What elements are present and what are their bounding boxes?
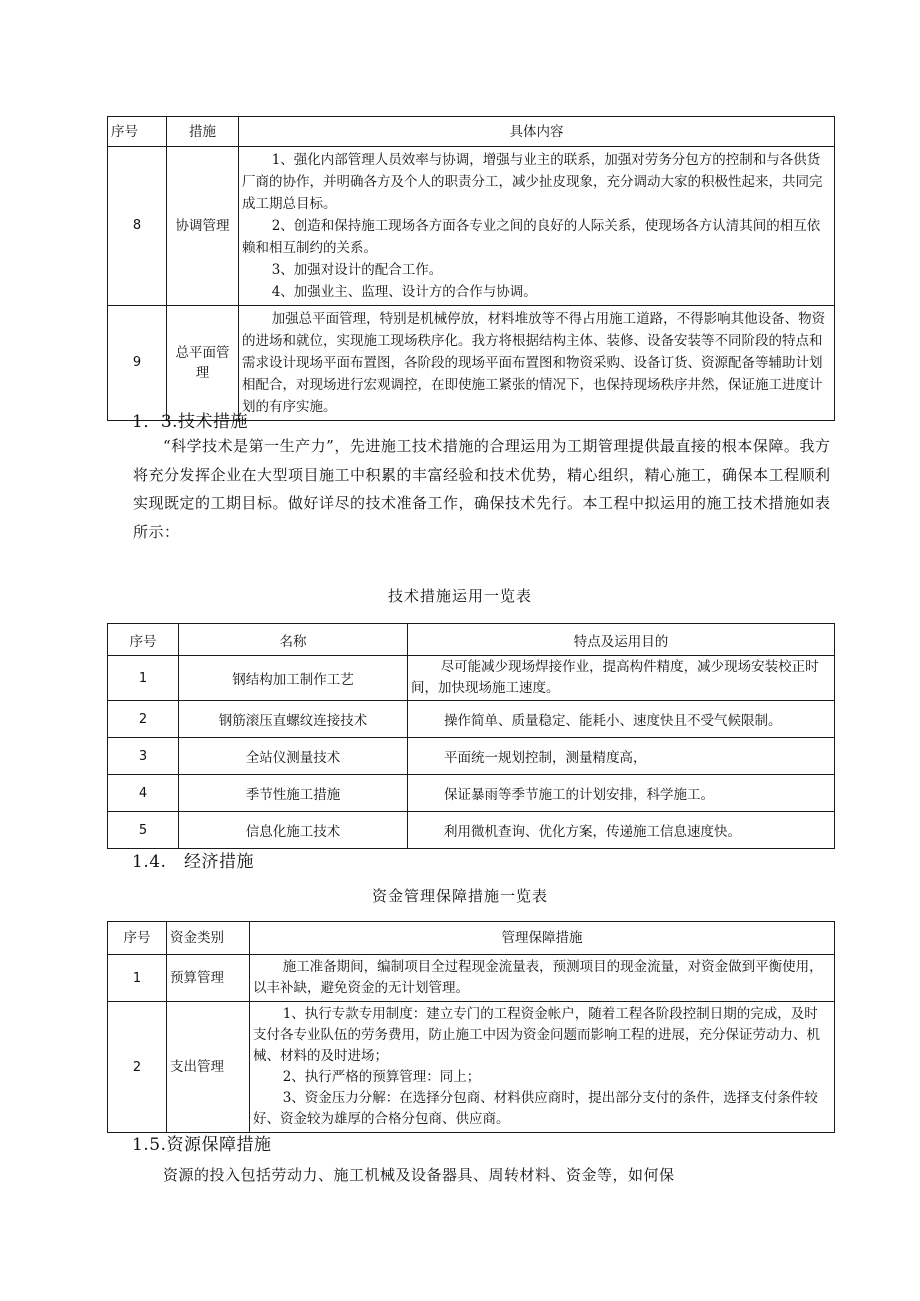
row-content [239, 306, 835, 421]
row-measure: 协调管理 [167, 147, 239, 306]
header-seq: 序号 [108, 922, 167, 955]
row-content [239, 147, 835, 306]
row-seq: 9 [108, 306, 167, 421]
table-row [108, 306, 835, 421]
row-category: 支出管理 [167, 1002, 250, 1133]
table-row [108, 147, 835, 306]
fund-management-table [107, 921, 835, 1133]
content-paragraph: 加强总平面管理，特别是机械停放，材料堆放等不得占用施工道路，不得影响其他设备、物资的进场和就位，实现施工现场秩序化。我方将根据结构主体、装修、设备安装等不同阶段的特点和需求设计现场平面布置图，各阶段的现场平面布置图和物资采购、设备订货、资源配备等辅助计划相配合，对现场进行宏观调控，在即使施工紧张的情况下，也保持现场秩序井然，保证施工进度计划的有序实施。 [242, 311, 826, 415]
section-heading-tech: 1．3.技术措施 [132, 412, 249, 432]
header-measure: 措施 [167, 117, 239, 147]
row-category: 预算管理 [167, 955, 250, 1002]
table-row [108, 955, 835, 1002]
row-purpose: 保证暴雨等季节施工的计划安排，科学施工。 [408, 775, 835, 812]
row-measures [250, 1002, 835, 1133]
content-paragraph: 施工准备期间，编制项目全过程现金流量表，预测项目的现金流量，对资金做到平衡使用，以丰补缺，避免资金的无计划管理。 [253, 959, 823, 996]
header-seq: 序号 [108, 624, 179, 656]
header-name: 名称 [179, 624, 408, 656]
row-name: 全站仪测量技术 [179, 738, 408, 775]
content-paragraph: 1、执行专款专用制度：建立专门的工程资金帐户，随着工程各阶段控制日期的完成，及时支付各专业队伍的劳务费用，防止施工中因为资金问题而影响工程的进展，充分保证劳动力、机械、材料的及时进场； [253, 1006, 820, 1064]
row-seq: 5 [108, 812, 179, 849]
content-paragraph: 3、资金压力分解：在选择分包商、材料供应商时，提出部分支付的条件，选择支付条件较好、资金较为雄厚的合格分包商、供应商。 [253, 1090, 818, 1127]
row-seq: 1 [108, 955, 167, 1002]
row-measures [250, 955, 835, 1002]
table-header-row [108, 922, 835, 955]
content-paragraph: 2、执行严格的预算管理：同上； [282, 1069, 481, 1085]
row-purpose: 平面统一规划控制，测量精度高， [408, 738, 835, 775]
content-paragraph: 3、加强对设计的配合工作。 [271, 262, 443, 278]
row-purpose: 尽可能减少现场焊接作业，提高构件精度，减少现场安装校正时间，加快现场施工速度。 [408, 656, 835, 701]
content-paragraph: 1、强化内部管理人员效率与协调，增强与业主的联系，加强对劳务分包方的控制和与各供货厂商的协作，并明确各方及个人的职责分工，减少扯皮现象，充分调动大家的积极性起来，共同完成工期总目标。 [242, 152, 823, 212]
row-purpose: 利用微机查询、优化方案，传递施工信息速度快。 [408, 812, 835, 849]
header-seq: 序号 [108, 117, 167, 147]
row-name: 钢结构加工制作工艺 [179, 656, 408, 701]
section-heading-economic: 1.4. 经济措施 [132, 852, 254, 872]
row-name: 钢筋滚压直螺纹连接技术 [179, 701, 408, 738]
row-seq: 2 [108, 1002, 167, 1133]
table-row [108, 701, 835, 738]
header-category: 资金类别 [167, 922, 250, 955]
resources-paragraph: 资源的投入包括劳动力、施工机械及设备器具、周转材料、资金等，如何保 [163, 1166, 675, 1184]
fund-table-caption: 资金管理保障措施一览表 [371, 887, 548, 905]
row-purpose: 操作简单、质量稳定、能耗小、速度快且不受气候限制。 [408, 701, 835, 738]
table-header-row [108, 624, 835, 656]
table-row [108, 812, 835, 849]
row-seq: 3 [108, 738, 179, 775]
row-measure: 总平面管理 [167, 306, 239, 421]
content-paragraph: 4、加强业主、监理、设计方的合作与协调。 [271, 284, 537, 300]
header-purpose: 特点及运用目的 [408, 624, 835, 656]
progress-measures-table [107, 116, 835, 421]
row-name: 信息化施工技术 [179, 812, 408, 849]
section-heading-resources: 1.5.资源保障措施 [132, 1135, 272, 1155]
table-row [108, 656, 835, 701]
row-seq: 4 [108, 775, 179, 812]
tech-table-caption: 技术措施运用一览表 [387, 587, 532, 605]
header-content: 具体内容 [239, 117, 835, 147]
row-seq: 2 [108, 701, 179, 738]
row-seq: 8 [108, 147, 167, 306]
row-name: 季节性施工措施 [179, 775, 408, 812]
tech-measures-table [107, 623, 835, 849]
row-seq: 1 [108, 656, 179, 701]
table-header-row [108, 117, 835, 147]
header-measures: 管理保障措施 [250, 922, 835, 955]
table-row [108, 1002, 835, 1133]
table-row [108, 775, 835, 812]
content-paragraph: 2、创造和保持施工现场各方面各专业之间的良好的人际关系，使现场各方认清其间的相互依赖和相互制约的关系。 [242, 218, 821, 256]
tech-paragraph: “科学技术是第一生产力”，先进施工技术措施的合理运用为工期管理提供最直接的根本保障。我方将充分发挥企业在大型项目施工中积累的丰富经验和技术优势，精心组织，精心施工，确保本工程顺利实现既定的工期目标。做好详尽的技术准备工作，确保技术先行。本工程中拟运用的施工技术措施如表所示： [133, 437, 831, 541]
table-row [108, 738, 835, 775]
